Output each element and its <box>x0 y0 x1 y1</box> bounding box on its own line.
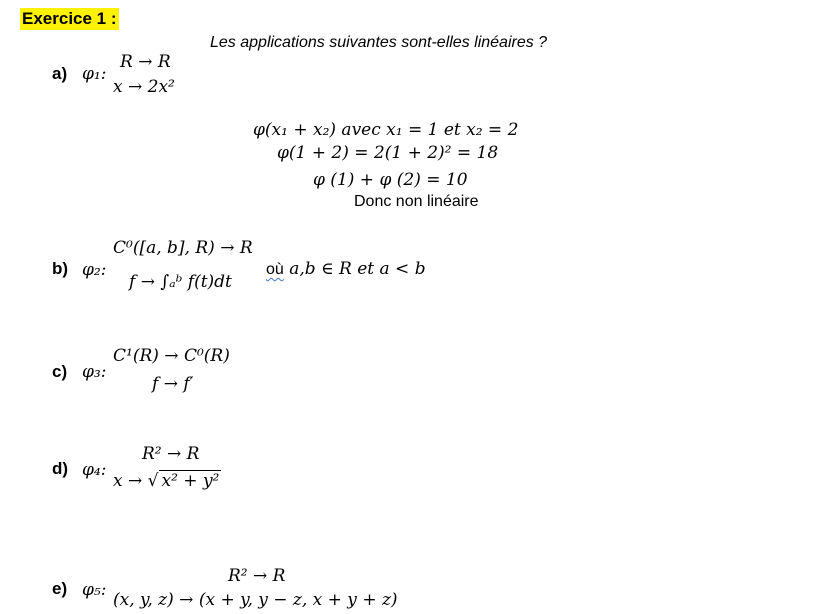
item-a-map-rule: x → 2x² <box>113 77 175 97</box>
item-e-map-rule: (x, y, z) → (x + y, y − z, x + y + z) <box>113 590 398 610</box>
item-b-condition <box>266 259 426 279</box>
item-b-map-domain: C⁰([a, b], R) → R <box>113 238 253 258</box>
exercise-title: Exercice 1 : <box>22 9 117 28</box>
item-a-label: a) <box>52 64 68 83</box>
item-b-condition-rest: a,b ∈ R et a < b <box>283 259 426 279</box>
item-c-map-rule: f → f′ <box>152 374 194 394</box>
exercise-question: Les applications suivantes sont-elles linéaires ? <box>210 34 548 51</box>
item-d-function-name: φ₄: <box>82 460 107 480</box>
item-d-label: d) <box>52 459 69 478</box>
sqrt-symbol: √ <box>147 471 159 491</box>
item-b-condition-word: où <box>266 261 284 278</box>
item-a-solution-line-2: φ(1 + 2) = 2(1 + 2)² = 18 <box>277 143 499 163</box>
item-a-conclusion: Donc non linéaire <box>354 193 479 210</box>
item-b-map-rule: f → ∫ₐᵇ f(t)dt <box>129 272 232 292</box>
item-a-map-domain: R → R <box>120 52 171 72</box>
item-c-function-name: φ₃: <box>82 362 107 382</box>
item-a-function-name: φ₁: <box>82 64 107 84</box>
item-e-function-name: φ₅: <box>82 580 107 600</box>
item-e-map-domain: R² → R <box>228 566 286 586</box>
item-c-map-domain: C¹(R) → C⁰(R) <box>113 346 230 366</box>
item-b-function-name: φ₂: <box>82 260 107 280</box>
item-a-solution-line-3: φ (1) + φ (2) = 10 <box>313 170 468 190</box>
item-d-map-domain: R² → R <box>142 444 200 464</box>
item-a-solution-line-1: φ(x₁ + x₂) avec x₁ = 1 et x₂ = 2 <box>253 120 519 140</box>
item-b-label: b) <box>52 259 69 278</box>
item-d-map-rule <box>113 470 221 491</box>
item-d-map-rule-radicand: x² + y² <box>161 471 220 491</box>
item-e-label: e) <box>52 579 68 598</box>
item-c-label: c) <box>52 362 68 381</box>
item-d-map-rule-prefix: x → <box>113 471 148 491</box>
